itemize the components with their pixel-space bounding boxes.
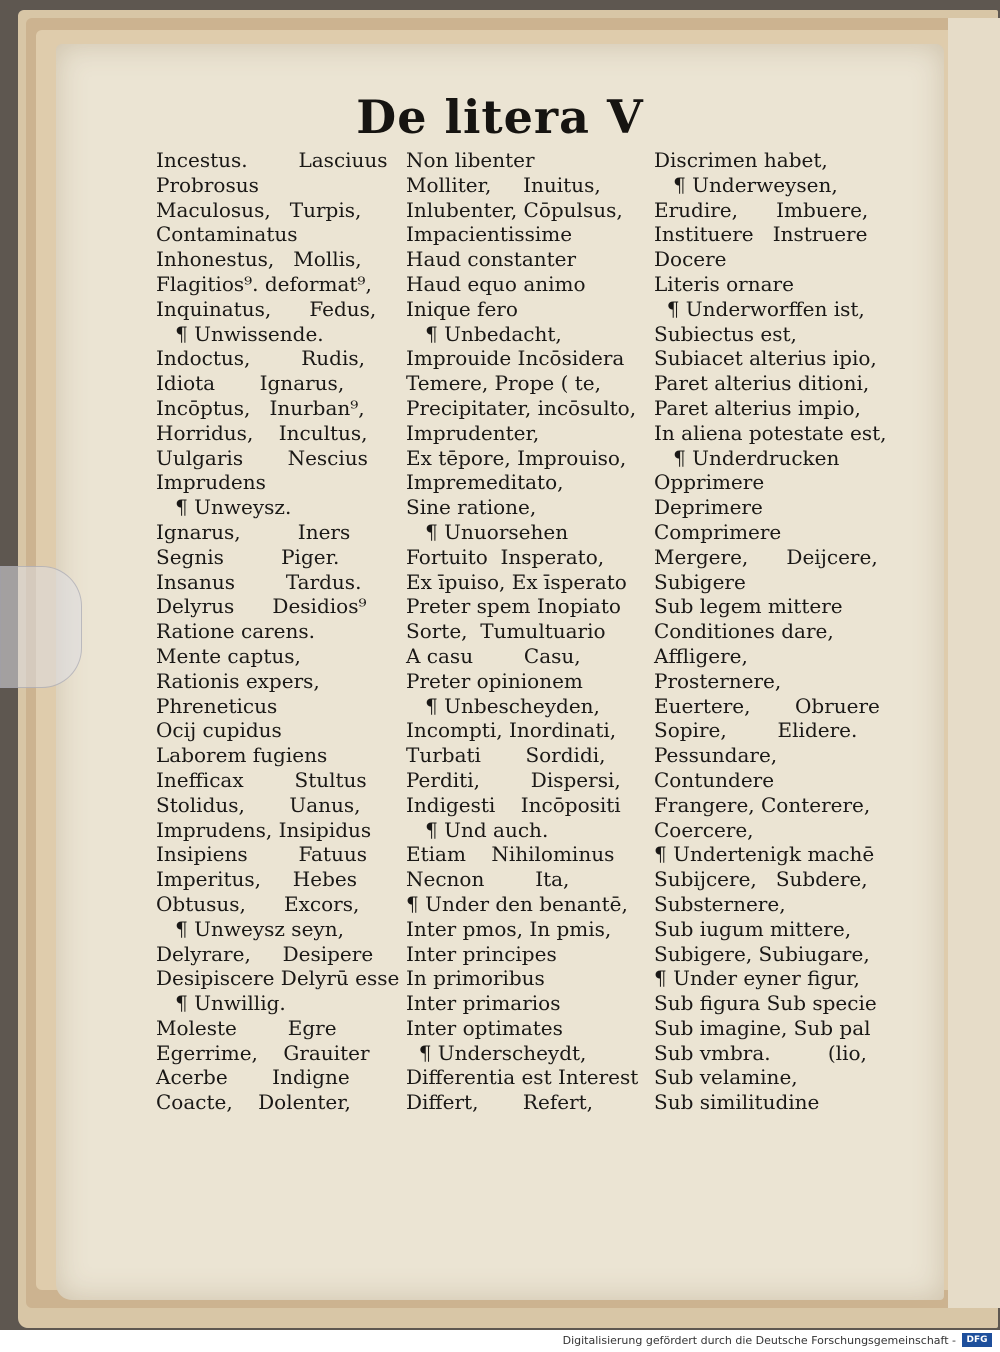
text-line: Etiam Nihilominus [406,842,615,867]
text-line: Molliter, Inuitus, [406,172,601,197]
text-line: Inter pmos, In pmis, [406,916,612,941]
text-line: ¶ Underdrucken [654,445,840,470]
text-line: Sub imagine, Sub pal [654,1015,871,1040]
text-line: Erudire, Imbuere, [654,197,869,222]
text-line: ¶ Unbedacht, [406,321,562,346]
text-line: Turbati Sordidi, [406,743,606,768]
text-line: ¶ Und auch. [406,817,549,842]
text-line: Indoctus, Rudis, [156,346,365,371]
text-line: Necnon Ita, [406,867,570,892]
text-line: Subiacet alterius ipio, [654,346,877,371]
text-line: Incōptus, Inurban⁹, [156,395,365,420]
text-line: Sub similitudine [654,1090,820,1115]
text-line: Contundere [654,767,775,792]
text-line: Differentia est Interest [406,1065,639,1090]
text-line: Indigesti Incōpositi [406,792,621,817]
text-line: Fortuito Insperato, [406,544,605,569]
text-line: Deprimere [654,495,763,520]
text-line: Coercere, [654,817,754,842]
text-line: Differt, Refert, [406,1090,594,1115]
text-line: Precipitater, incōsulto, [406,395,637,420]
text-line: Preter opinionem [406,668,583,693]
text-column-2 [406,148,656,1115]
text-line: Paret alterius impio, [654,395,861,420]
text-line: Incestus. Lasciuus [156,148,388,172]
text-line: In aliena potestate est, [654,420,887,445]
text-line: Ex īpuiso, Ex īsperato [406,569,627,594]
text-line: Haud constanter [406,247,577,272]
text-line: A casu Casu, [406,643,581,668]
text-line: Flagitios⁹. deformat⁹, [156,271,372,296]
text-line: Uulgaris Nescius [156,445,368,470]
text-line: Temere, Prope ( te, [406,371,601,396]
text-line: Conditiones dare, [654,619,834,644]
text-line: In primoribus [406,966,545,991]
text-line: Segnis Piger. [156,544,340,569]
text-line: Instituere Instruere [654,222,868,247]
text-line: Insipiens Fatuus [156,842,367,867]
text-line: Sorte, Tumultuario [406,619,606,644]
text-line: Insanus Tardus. [156,569,362,594]
text-line: Desipiscere Delyrū esse [156,966,400,991]
text-line: Sub figura Sub specie [654,991,877,1016]
text-line: Sub velamine, [654,1065,798,1090]
text-line: Imprudenter, [406,420,540,445]
text-line: Improuide Incōsidera [406,346,625,371]
text-line: Discrimen habet, [654,148,828,172]
footer-bar [0,1330,1000,1352]
text-line: ¶ Unweysz. [156,495,292,520]
text-line: ¶ Under eyner figur, [654,966,860,991]
text-line: Substernere, [654,891,786,916]
text-line: ¶ Undertenigk machē [654,842,875,867]
text-line: Rationis expers, [156,668,320,693]
text-line: Preter spem Inopiato [406,594,621,619]
text-line: Mergere, Deijcere, [654,544,878,569]
text-line: Prosternere, [654,668,782,693]
text-line: Ocij cupidus [156,718,282,743]
text-line: ¶ Underscheydt, [406,1040,587,1065]
facing-page-edge [948,18,1000,1308]
text-line: Ratione carens. [156,619,316,644]
text-line: Probrosus [156,172,259,197]
text-line: Inter principes [406,941,557,966]
text-column-3 [654,148,904,1115]
text-line: Imprudens [156,470,266,495]
text-line: Idiota Ignarus, [156,371,345,396]
text-line: Ex tēpore, Improuiso, [406,445,627,470]
text-line: Frangere, Conterere, [654,792,871,817]
text-line: Ignarus, Iners [156,519,351,544]
text-line: Inter optimates [406,1015,563,1040]
dfg-logo-icon: DFG [962,1333,992,1347]
text-line: Maculosus, Turpis, [156,197,362,222]
text-line: Sine ratione, [406,495,537,520]
text-line: ¶ Unuorsehen [406,519,569,544]
text-line: Paret alterius ditioni, [654,371,870,396]
text-line: Subijcere, Subdere, [654,867,868,892]
text-line: Inter primarios [406,991,561,1016]
text-line: Literis ornare [654,271,794,296]
text-line: Delyrus Desidios⁹ [156,594,367,619]
text-line: Docere [654,247,727,272]
text-line: Subigere [654,569,746,594]
text-line: Perditi, Dispersi, [406,767,621,792]
text-line: Non libenter [406,148,535,172]
text-line: Affligere, [654,643,748,668]
text-line: Sub vmbra. (lio, [654,1040,867,1065]
text-line: Horridus, Incultus, [156,420,368,445]
text-line: Egerrime, Grauiter [156,1040,370,1065]
text-line: Imprudens, Insipidus [156,817,372,842]
text-line: Phreneticus [156,693,278,718]
text-line: Contaminatus [156,222,298,247]
text-line: Impacientissime [406,222,573,247]
text-line: Subigere, Subiugare, [654,941,870,966]
text-line: Sub iugum mittere, [654,916,852,941]
text-line: ¶ Under den benantē, [406,891,628,916]
text-line: Comprimere [654,519,782,544]
text-line: Euertere, Obruere [654,693,880,718]
text-line: Obtusus, Excors, [156,891,360,916]
text-line: Inique fero [406,296,518,321]
text-line: ¶ Underweysen, [654,172,838,197]
text-line: Inquinatus, Fedus, [156,296,377,321]
text-column-1 [156,148,406,1115]
text-line: ¶ Unwissende. [156,321,324,346]
text-line: Inlubenter, Cōpulsus, [406,197,623,222]
text-line: Imperitus, Hebes [156,867,357,892]
page-clip [0,566,82,688]
text-line: ¶ Unwillig. [156,991,286,1016]
text-line: Haud equo animo [406,271,586,296]
text-line: Opprimere [654,470,765,495]
text-line: Pessundare, [654,743,778,768]
text-line: Acerbe Indigne [156,1065,350,1090]
text-line: Delyrare, Desipere [156,941,374,966]
text-line: Sub legem mittere [654,594,843,619]
text-line: ¶ Underworffen ist, [654,296,865,321]
text-line: Mente captus, [156,643,301,668]
text-line: Incompti, Inordinati, [406,718,617,743]
text-line: Laborem fugiens [156,743,328,768]
text-line: Inefficax Stultus [156,767,367,792]
text-line: Moleste Egre [156,1015,337,1040]
text-line: Inhonestus, Mollis, [156,247,362,272]
text-line: Subiectus est, [654,321,797,346]
text-line: Sopire, Elidere. [654,718,858,743]
text-line: ¶ Unweysz seyn, [156,916,344,941]
text-line: ¶ Unbescheyden, [406,693,600,718]
page-heading: De litera V [356,90,644,144]
text-line: Stolidus, Uanus, [156,792,361,817]
text-line: Coacte, Dolenter, [156,1090,351,1115]
footer-credit: Digitalisierung gefördert durch die Deutsche Forschungsgemeinschaft - [562,1334,956,1347]
text-line: Impremeditato, [406,470,564,495]
